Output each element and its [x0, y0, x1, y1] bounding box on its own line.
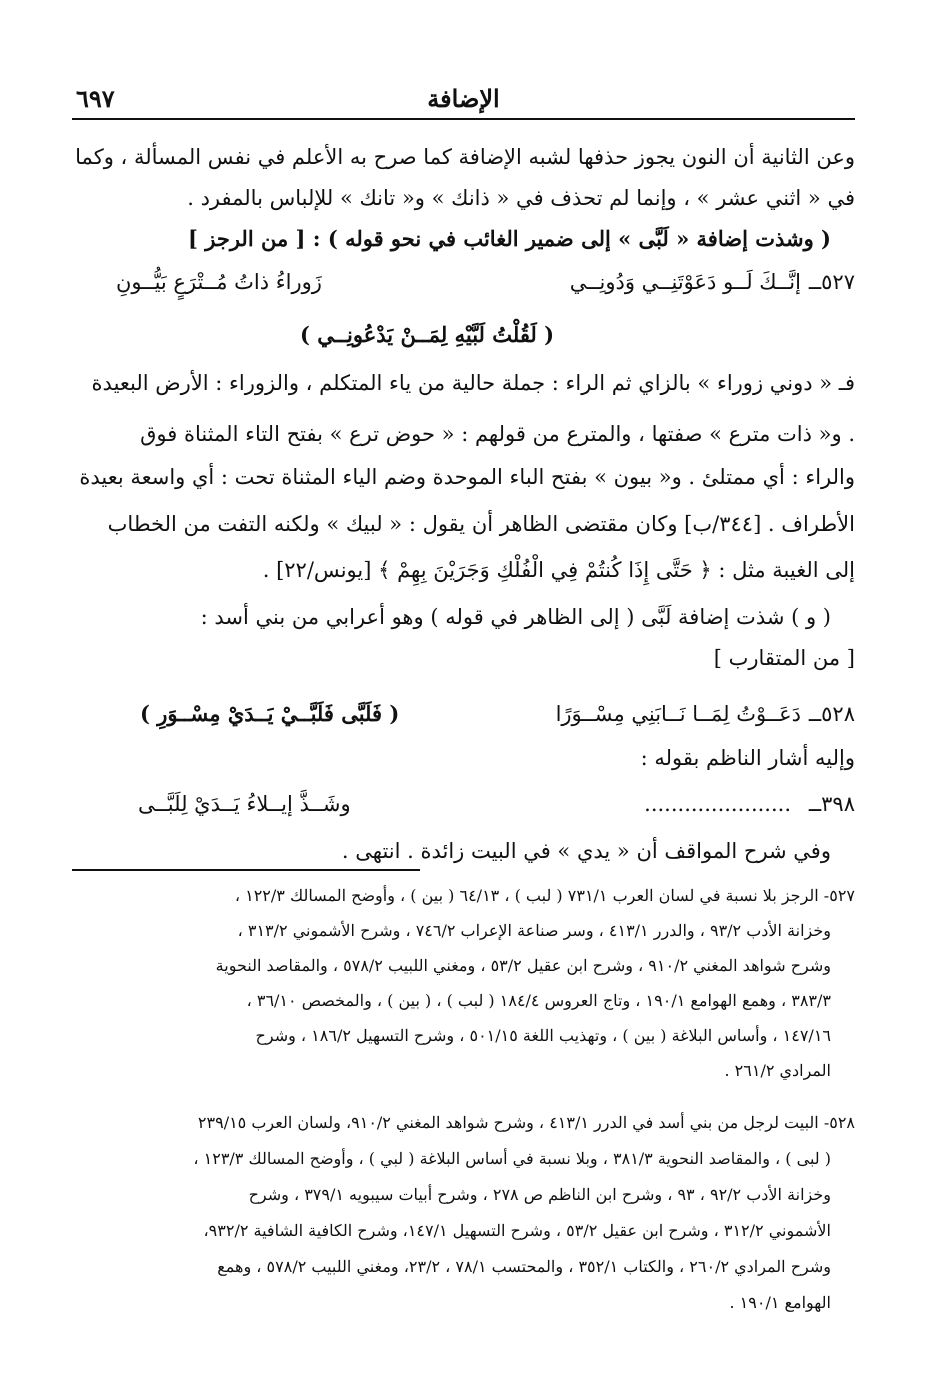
verse-hemistich: دَعَــوْتُ لِمَــا نَــابَنِي مِسْــوَرًا [555, 702, 801, 726]
footnote-line: ٥٢٧- الرجز بلا نسبة في لسان العرب ٧٣١/١ ( لبب ) ، ٦٤/١٣ ( بين ) ، وأوضح المسالك ١٢٢/٣ ، [234, 886, 855, 905]
page-number: ٦٩٧ [76, 84, 115, 113]
footnote-line: وشرح المرادي ٢٦٠/٢ ، والكتاب ٣٥٢/١ ، والمحتسب ٧٨/١ ، ٢٣/٢، ومغني اللبيب ٥٧٨/٢ ، وهمع [217, 1257, 831, 1276]
footnote-separator [72, 869, 420, 871]
verse-hemistich: إنَّــكَ لَــو دَعَوْتَنِــي وَدُونِــي [569, 270, 801, 294]
footnote-line: ( لبى ) ، والمقاصد النحوية ٣٨١/٣ ، وبلا نسبة في أساس البلاغة ( لبي ) ، وأوضح المسالك ١٢٣/٣ ، [193, 1149, 831, 1168]
page-header [72, 78, 855, 120]
verse-number: ٥٢٧ــ [808, 270, 855, 294]
commentary-line: والراء : أي ممتلئ . و« بيون » بفتح الباء الموحدة وضم الياء المثناة تحت : أي واسعة بعيدة [79, 465, 855, 489]
verse-number: ٥٢٨ــ [808, 702, 855, 726]
footnote-line: الهوامع ١٩٠/١ . [729, 1293, 831, 1312]
body-line: في « اثني عشر » ، وإنما لم تحذف في « ذانك » و« تانك » للإلباس بالمفرد . [187, 186, 855, 210]
footnote-line: وخزانة الأدب ٩٢/٢ ، ٩٣ ، وشرح ابن الناظم ص ٢٧٨ ، وشرح أبيات سيبويه ٣٧٩/١ ، وشرح [248, 1185, 831, 1204]
footnote-line: المرادي ٢٦١/٢ . [724, 1061, 831, 1080]
footnote-line: ٥٢٨- البيت لرجل من بني أسد في الدرر ٤١٣/١ ، وشرح شواهد المغني ٩١٠/٢، ولسان العرب ٢٣٩/١٥ [197, 1113, 855, 1132]
footnote-line: ٣٨٣/٣ ، وهمع الهوامع ١٩٠/١ ، وتاج العروس ١٨٤/٤ ( لبب ) ، ( بين ) ، والمخصص ٣٦/١٠ ، [246, 991, 831, 1010]
commentary-line: ( و ) شذت إضافة لَبَّى ( إلى الظاهر في قوله ) وهو أعرابي من بني أسد : [200, 605, 831, 629]
verse-hemistich: ( فَلَبَّى فَلَبَّــيْ يَــدَيْ مِسْــوَرِ ) [140, 701, 400, 726]
commentary-line: إلى الغيبة مثل : ﴿ حَتَّى إِذَا كُنتُمْ فِي الْفُلْكِ وَجَرَيْنَ بِهِمْ ﴾ [يونس/٢٢] . [262, 558, 855, 582]
verse-hemistich: زَوراءُ ذاتُ مُــتْرَعٍ بَيُّــونِ [116, 270, 322, 294]
footnote-line: الأشموني ٣١٢/٢ ، وشرح ابن عقيل ٥٣/٢ ، وشرح التسهيل ١٤٧/١، وشرح الكافية الشافية ٩٣٢/٢، [203, 1221, 831, 1240]
footnote-line: ١٤٧/١٦ ، وأساس البلاغة ( بين ) ، وتهذيب اللغة ٥٠١/١٥ ، وشرح التسهيل ١٨٦/٢ ، وشرح [255, 1026, 831, 1045]
verse-number: ٣٩٨ــ [808, 792, 855, 816]
chapter-title: الإضافة [427, 84, 500, 113]
commentary-line: فـ « دوني زوراء » بالزاي ثم الراء : جملة حالية من ياء المتكلم ، والزوراء : الأرض البعيدة [91, 371, 855, 395]
verse-text: وشَــذَّ إيــلاءُ يَــدَيْ لِلَبَّــى [138, 792, 351, 816]
nazim-intro: وإليه أشار الناظم بقوله : [640, 746, 855, 770]
verse-second-line: ( لَقُلْتُ لَبَّيْهِ لِمَــنْ يَدْعُونِــي ) [300, 322, 555, 347]
body-line: وعن الثانية أن النون يجوز حذفها لشبه الإضافة كما صرح به الأعلم في نفس المسألة ، وكما [75, 145, 855, 169]
commentary-line: الأطراف . [٣٤٤/ب] وكان مقتضى الظاهر أن يقول : « لبيك » ولكنه التفت من الخطاب [107, 512, 855, 536]
footnote-line: وخزانة الأدب ٩٣/٢ ، والدرر ٤١٣/١ ، وسر صناعة الإعراب ٧٤٦/٢ ، وشرح الأشموني ٣١٣/٢ ، [237, 921, 831, 940]
meter-label: [ من المتقارب ] [713, 646, 855, 670]
closing-line: وفي شرح المواقف أن « يدي » في البيت زائدة . انتهى . [341, 839, 831, 863]
footnote-line: وشرح شواهد المغني ٩١٠/٢ ، وشرح ابن عقيل ٥٣/٢ ، ومغني اللبيب ٥٧٨/٢ ، والمقاصد النحوية [215, 956, 831, 975]
verse-dots: ...................... [644, 792, 791, 816]
commentary-line: . و« ذات مترع » صفتها ، والمترع من قولهم : « حوض ترع » بفتح التاء المثناة فوق [140, 422, 855, 446]
rule-heading: ( وشذت إضافة « لَبَّى » إلى ضمير الغائب في نحو قوله ) : [ من الرجز ] [188, 226, 831, 251]
